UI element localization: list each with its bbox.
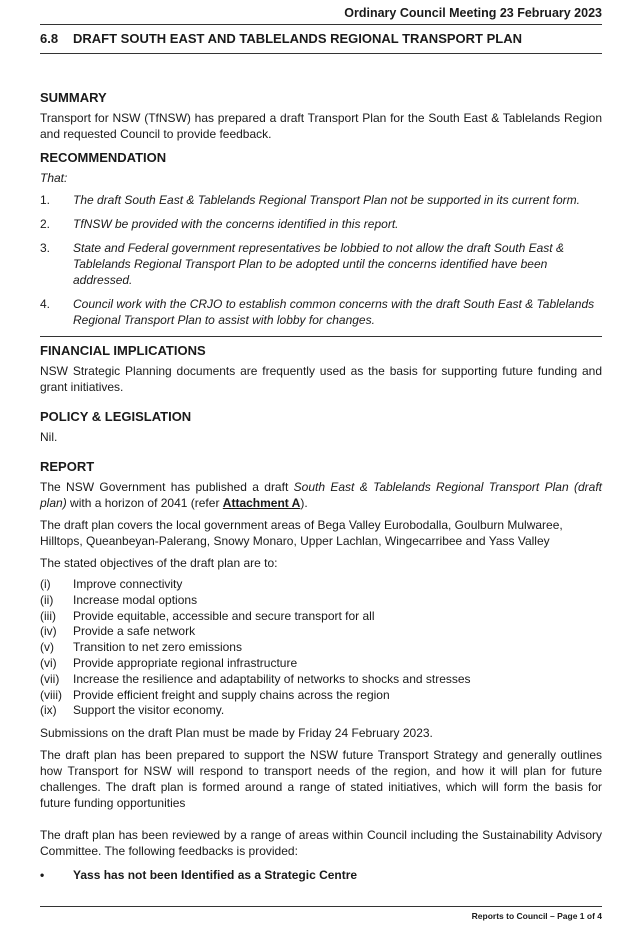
objective-number: (ii) (40, 592, 54, 607)
report-paragraph-3: The stated objectives of the draft plan are to: (40, 556, 278, 570)
section-number: 6.8 (40, 31, 59, 46)
recommendation-text: State and Federal government representatives be lobbied to not allow the draft South East & Tablelands Regional Transport Plan to be adopted until the concerns identified have been addressed. (73, 241, 564, 287)
recommendation-item (40, 240, 602, 288)
objective-text: Provide equitable, accessible and secure transport for all (73, 608, 375, 623)
objective-text: Transition to net zero emissions (73, 640, 242, 655)
policy-text: Nil. (40, 430, 58, 444)
report-paragraph-2: The draft plan covers the local government areas of Bega Valley Eurobodalla, Goulburn Mulwaree, Hilltops, Queanbeyan-Palerang, Snowy Monaro, Upper Lachlan, Wingecarribee and Yass Valley (40, 518, 563, 548)
objective-number: (ix) (40, 703, 57, 718)
objective-number: (vi) (40, 655, 57, 670)
plan-title: South East & Tablelands Regional Transport Plan (draft plan) (40, 480, 602, 510)
objective-text: Provide a safe network (73, 624, 196, 639)
section-divider (40, 336, 602, 337)
objective-item (40, 688, 602, 704)
section-rule (40, 53, 602, 54)
objectives-list (40, 577, 602, 719)
objective-item (40, 656, 602, 672)
recommendation-text: The draft South East & Tablelands Regional Transport Plan not be supported in its current form. (73, 193, 580, 207)
report-paragraph-1 (40, 479, 602, 511)
report-paragraph-4: Submissions on the draft Plan must be made by Friday 24 February 2023. (40, 726, 433, 741)
page-footer: Reports to Council – Page 1 of 4 (471, 911, 602, 921)
objective-text: Increase modal options (73, 592, 198, 607)
recommendation-list (40, 192, 602, 328)
report-text: with a horizon of 2041 (refer (66, 496, 223, 510)
recommendation-item (40, 296, 602, 328)
recommendation-text: TfNSW be provided with the concerns identified in this report. (73, 217, 399, 231)
objective-item (40, 703, 602, 719)
recommendation-heading: RECOMMENDATION (40, 150, 167, 165)
recommendation-intro: That: (40, 171, 68, 185)
feedback-bullet (40, 867, 602, 883)
objective-text: Increase the resilience and adaptability of networks to shocks and stresses (73, 671, 471, 686)
section-title-text: DRAFT SOUTH EAST AND TABLELANDS REGIONAL TRANSPORT PLAN (73, 31, 522, 46)
objective-number: (iii) (40, 608, 56, 623)
objective-text: Provide appropriate regional infrastructure (73, 655, 298, 670)
report-heading: REPORT (40, 459, 95, 474)
objective-text: Support the visitor economy. (73, 703, 225, 718)
section-title (40, 31, 602, 46)
report-text: ). (300, 496, 308, 510)
objective-number: (v) (40, 640, 54, 655)
report-paragraph-6: The draft plan has been reviewed by a range of areas within Council including the Sustainability Advisory Committee. The following feedbacks is provided: (40, 828, 602, 859)
attachment-a-link[interactable]: Attachment A (222, 496, 301, 510)
recommendation-number: 2. (40, 217, 51, 231)
objective-number: (iv) (40, 624, 57, 639)
report-paragraph-5: The draft plan has been prepared to support the NSW future Transport Strategy and generally outlines how Transport for NSW will respond to transport needs of the region, and how it will plan for future challenges. The draft plan is formed around a range of stated initiatives, which will form the basis for future funding opportunities (40, 748, 602, 811)
summary-text: Transport for NSW (TfNSW) has prepared a draft Transport Plan for the South East & Tablelands Region and requested Council to provide feedback. (40, 111, 602, 141)
objective-item (40, 593, 602, 609)
bullet-dot-icon: • (40, 868, 45, 883)
objective-text: Provide efficient freight and supply chains across the region (73, 687, 390, 702)
objective-item (40, 609, 602, 625)
report-text: The NSW Government has published a draft (40, 480, 294, 494)
objective-number: (i) (40, 577, 51, 591)
recommendation-item (40, 192, 602, 208)
objective-item (40, 672, 602, 688)
objective-item (40, 640, 602, 656)
meeting-header: Ordinary Council Meeting 23 February 2023 (344, 6, 602, 20)
objective-text: Improve connectivity (73, 577, 183, 591)
objective-item (40, 624, 602, 640)
feedback-bullet-text: Yass has not been Identified as a Strategic Centre (73, 868, 358, 883)
recommendation-item (40, 216, 602, 232)
report-body (40, 90, 602, 883)
recommendation-text: Council work with the CRJO to establish common concerns with the draft South East & Tablelands Regional Transport Plan to assist with lobby for changes. (73, 297, 595, 327)
financial-heading: FINANCIAL IMPLICATIONS (40, 343, 206, 358)
recommendation-number: 3. (40, 241, 51, 255)
summary-heading: SUMMARY (40, 90, 107, 105)
recommendation-number: 4. (40, 297, 51, 311)
objective-item (40, 577, 602, 593)
header-rule (40, 24, 602, 25)
financial-text: NSW Strategic Planning documents are frequently used as the basis for supporting future funding and grant initiatives. (40, 364, 602, 394)
policy-heading: POLICY & LEGISLATION (40, 409, 192, 424)
footer-rule (40, 906, 602, 907)
objective-number: (viii) (40, 687, 62, 702)
recommendation-number: 1. (40, 193, 51, 207)
objective-number: (vii) (40, 671, 60, 686)
